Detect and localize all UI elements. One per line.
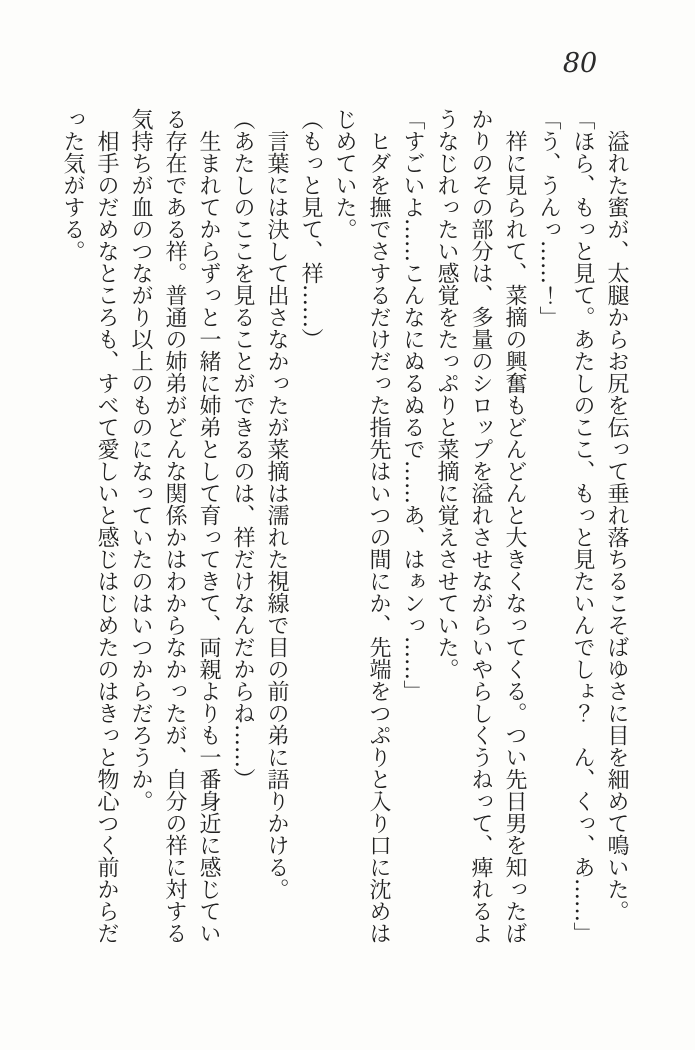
page-number: 80 (562, 48, 598, 79)
paragraph: 言葉には決して出さなかったが菜摘は濡れた視線で目の前の弟に語りかける。 (264, 130, 289, 900)
paragraph-thought: （あたしのここを見ることができるのは、祥だけなんだからね……） (230, 108, 255, 790)
paragraph-dialogue: 「すごいよ……こんなにぬるぬるで……あ、はぁンっ……」 (400, 108, 425, 702)
paragraph-thought: （もっと見て、祥……） (298, 108, 323, 350)
paragraph: 溢れた蜜が、太腿からお尻を伝って垂れ落ちるこそばゆさに目を細めて鳴いた。 (604, 130, 629, 922)
paragraph: 祥に見られて、菜摘の興奮もどんどんと大きくなってくる。つい先日男を知ったばかりのその部分は、多量のシロップを溢れさせながらいやらしくうねって、痺れるようなじれったい感覚をたっぷりと菜摘に覚えさせていた。 (434, 108, 527, 944)
paragraph-dialogue: 「う、うんっ……！」 (536, 108, 561, 328)
paragraph: 生まれてからずっと一緒に姉弟として育ってきて、両親よりも一番身近に感じている存在である祥。普通の姉弟がどんな関係かはわからなかったが、自分の祥に対する気持ちが血のつながり以上のものになっていたのはいつからだろうか。 (128, 108, 221, 944)
paragraph-dialogue: 「ほら、もっと見て。あたしのここ、もっと見たいんでしょ？ ん、くっ、あ……」 (570, 108, 595, 944)
paragraph: ヒダを撫でさするだけだった指先はいつの間にか、先端をつぷりと入り口に沈めはじめていた。 (332, 108, 391, 944)
paragraph: 相手のだめなところも、すべて愛しいと感じはじめたのはきっと物心つく前からだった気がする。 (60, 108, 119, 944)
text-block (55, 108, 633, 946)
